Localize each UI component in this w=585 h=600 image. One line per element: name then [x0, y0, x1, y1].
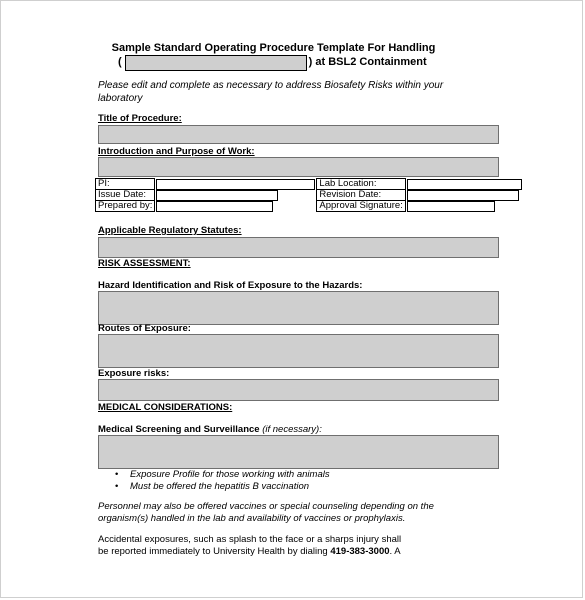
- title-suffix: ) at BSL2 Containment: [308, 56, 427, 68]
- approval-signature-field[interactable]: [407, 201, 495, 212]
- phone-number: 419-383-3000: [330, 546, 390, 557]
- list-item-text: Exposure Profile for those working with animals: [130, 469, 330, 480]
- list-item: [116, 481, 330, 493]
- introduction-field[interactable]: [98, 157, 499, 177]
- agent-name-field[interactable]: [125, 55, 307, 71]
- exposure-risks-field[interactable]: [98, 379, 499, 401]
- screening-note: (if necessary):: [262, 424, 322, 435]
- regulatory-label: Applicable Regulatory Statutes:: [98, 225, 242, 236]
- pi-label: PI:: [96, 179, 155, 190]
- issue-date-field[interactable]: [156, 190, 278, 201]
- bullet-icon: •: [115, 469, 119, 480]
- lab-location-label: Lab Location:: [317, 179, 405, 190]
- regulatory-field[interactable]: [98, 237, 499, 258]
- screening-label-text: Medical Screening and Surveillance: [98, 424, 260, 435]
- hazard-field[interactable]: [98, 291, 499, 325]
- approval-signature-label: Approval Signature:: [317, 201, 405, 212]
- hazard-label: Hazard Identification and Risk of Exposure to the Hazards:: [98, 280, 363, 291]
- document-title-line2: [118, 54, 427, 71]
- revision-date-label: Revision Date:: [317, 190, 405, 201]
- personnel-paragraph: Personnel may also be offered vaccines or special counseling depending on the organism(s) handled in the lab and availability of vaccines or prophylaxis.: [98, 501, 434, 524]
- pi-field[interactable]: [156, 179, 315, 190]
- bullet-icon: •: [115, 481, 119, 492]
- accidental-exposure-paragraph: [98, 534, 408, 558]
- accidental-exposure-tail: . A: [389, 546, 401, 557]
- medical-heading: MEDICAL CONSIDERATIONS:: [98, 402, 233, 413]
- procedure-info-table: [95, 178, 524, 212]
- prepared-by-label: Prepared by:: [96, 201, 155, 212]
- title-of-procedure-label: Title of Procedure:: [98, 113, 182, 124]
- accidental-exposure-text: Accidental exposures, such as splash to the face or a sharps injury shall be reported immediately to University Health by dialing: [98, 534, 402, 557]
- title-open-paren: (: [118, 56, 122, 68]
- introduction-label: Introduction and Purpose of Work:: [98, 146, 255, 157]
- title-of-procedure-field[interactable]: [98, 125, 499, 144]
- screening-field[interactable]: [98, 435, 499, 469]
- revision-date-field[interactable]: [407, 190, 519, 201]
- routes-label: Routes of Exposure:: [98, 323, 191, 334]
- issue-date-label: Issue Date:: [96, 190, 155, 201]
- prepared-by-field[interactable]: [156, 201, 273, 212]
- exposure-risks-label: Exposure risks:: [98, 368, 170, 379]
- list-item: [116, 469, 330, 481]
- risk-assessment-heading: RISK ASSESSMENT:: [98, 258, 191, 269]
- routes-field[interactable]: [98, 334, 499, 368]
- intro-instructions: Please edit and complete as necessary to address Biosafety Risks within your laboratory: [98, 80, 444, 104]
- list-item-text: Must be offered the hepatitis B vaccination: [130, 481, 310, 492]
- lab-location-field[interactable]: [407, 179, 522, 190]
- document-title: Sample Standard Operating Procedure Template For Handling: [111, 42, 436, 54]
- screening-bullet-list: [116, 469, 330, 493]
